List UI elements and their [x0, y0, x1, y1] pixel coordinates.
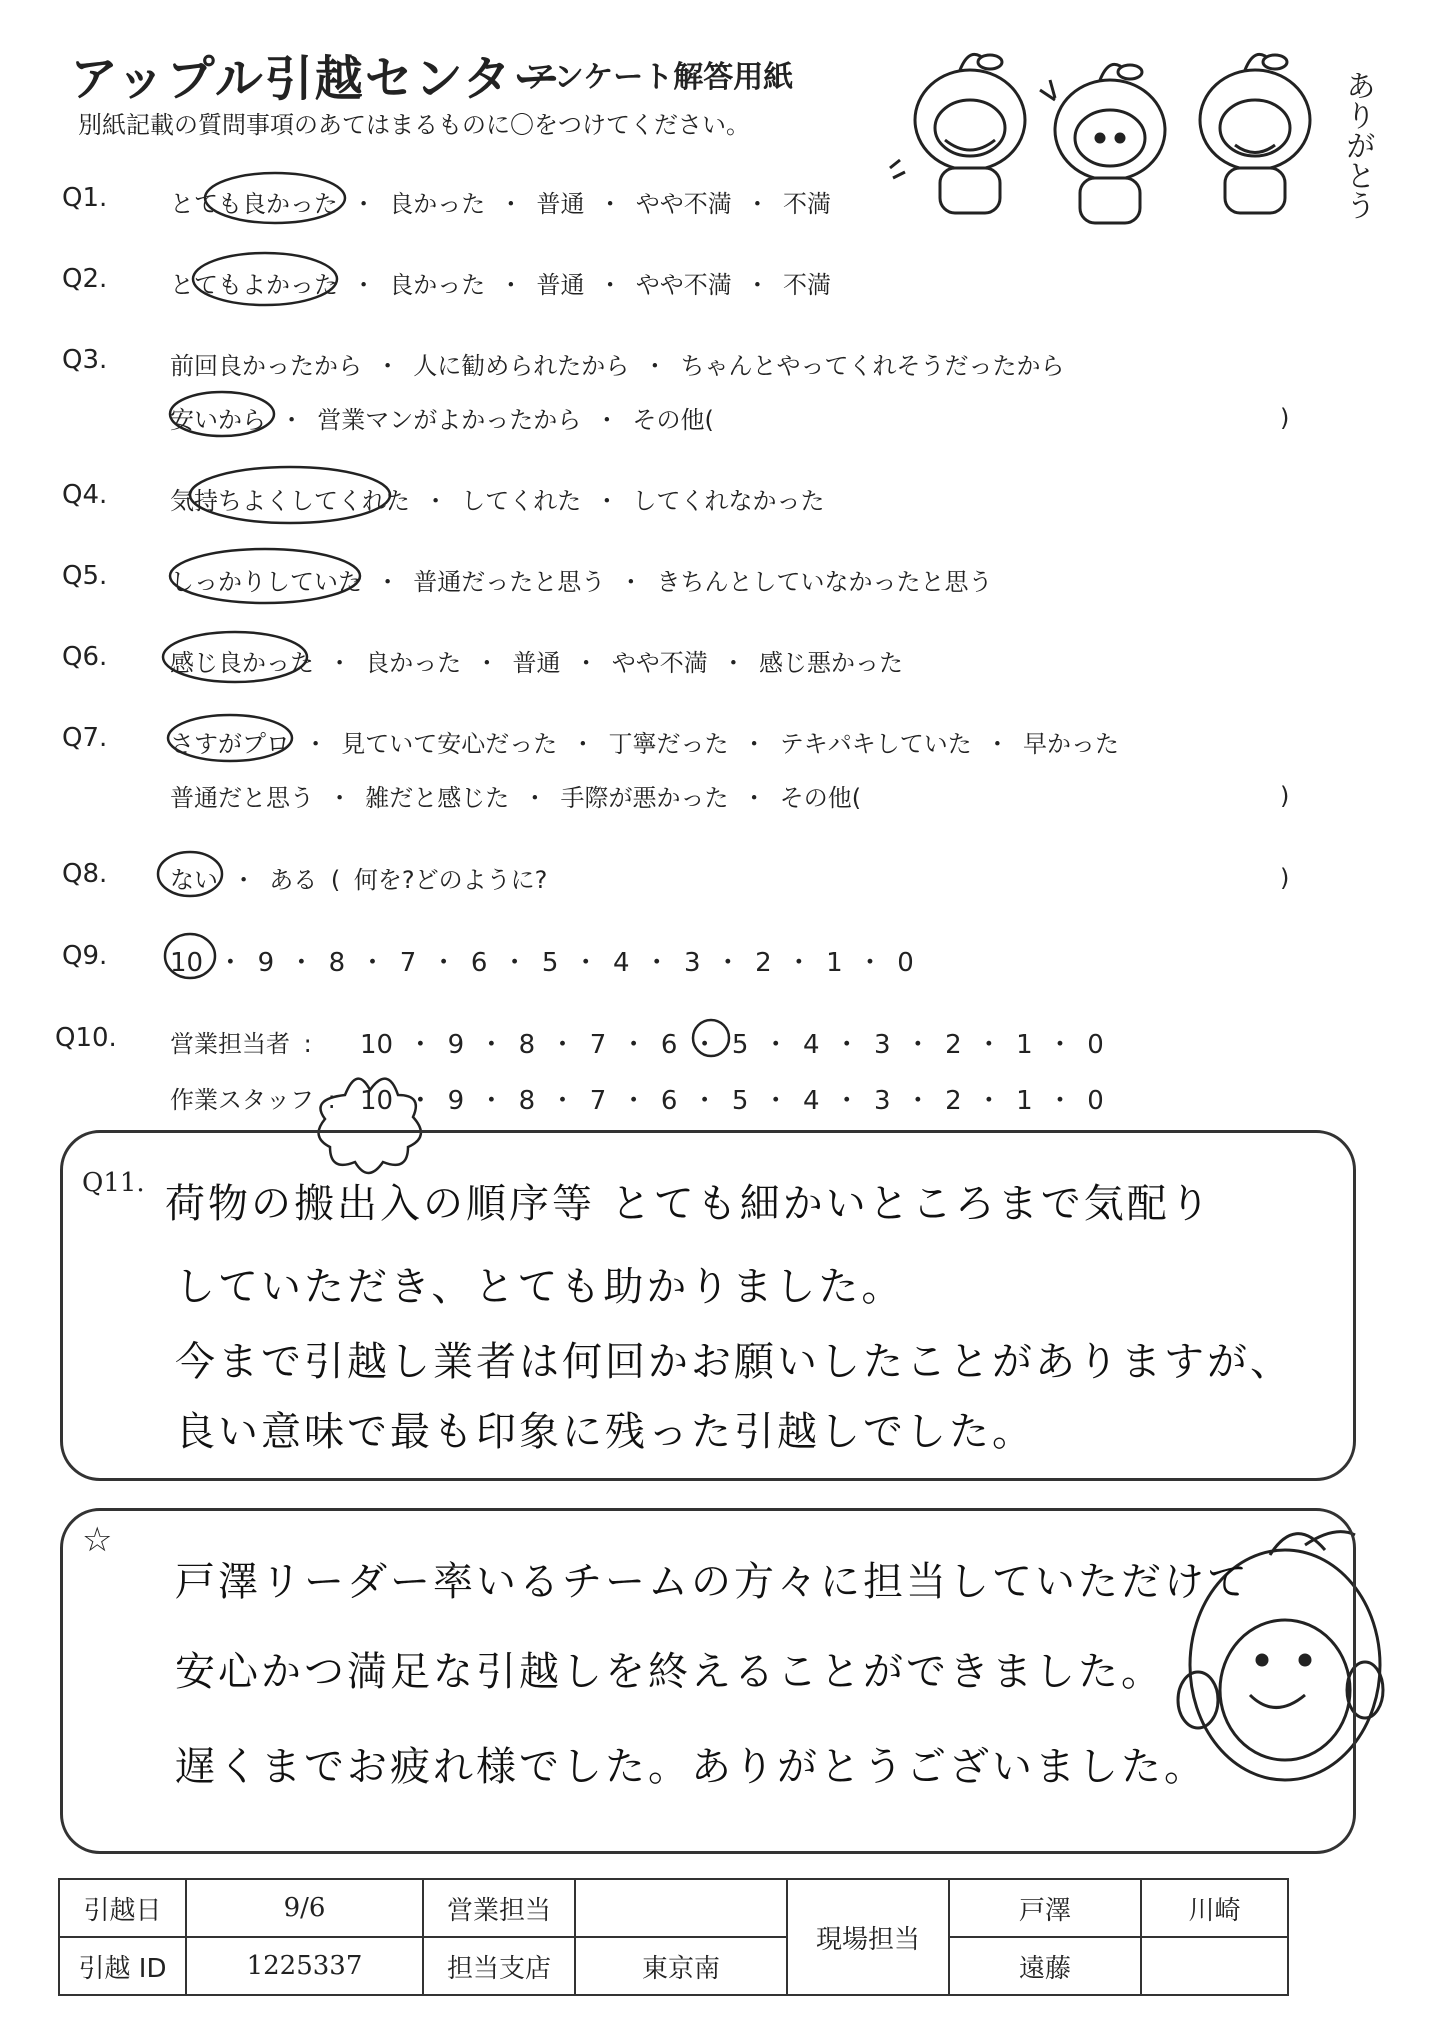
monkey-mascot-icon	[890, 54, 1025, 213]
q4-options: 気持ちよくしてくれた ・ してくれた ・ してくれなかった	[170, 487, 825, 515]
q5-label: Q5.	[62, 561, 108, 591]
q4-label: Q4.	[62, 480, 108, 510]
branch-label: 担当支店	[423, 1937, 575, 1995]
q3-options-line1: 前回良かったから ・ 人に勧められたから ・ ちゃんとやってくれそうだったから	[170, 352, 1065, 380]
site-rep-4	[1141, 1937, 1288, 1995]
q7-close-paren: )	[1280, 782, 1290, 810]
q11-label: Q11.	[82, 1168, 145, 1198]
monkey-mascot-icon	[1040, 64, 1165, 223]
star-icon: ☆	[82, 1520, 113, 1560]
moving-date-value: 9/6	[186, 1879, 423, 1937]
q2-options: とてもよかった ・ 良かった ・ 普通 ・ やや不満 ・ 不満	[170, 271, 832, 299]
site-rep-1: 戸澤	[949, 1879, 1141, 1937]
q10-staff-label: 作業スタッフ :	[170, 1086, 336, 1114]
q3-options-line2: 安いから ・ 営業マンがよかったから ・ その他(	[170, 406, 714, 434]
comment-line-4: 良い意味で最も印象に残った引越しでした。	[175, 1409, 1035, 1455]
q8-label: Q8.	[62, 859, 108, 889]
q7-options-line2: 普通だと思う ・ 雑だと感じた ・ 手際が悪かった ・ その他(	[170, 784, 862, 812]
q10-label: Q10.	[55, 1023, 117, 1053]
site-rep-3: 遠藤	[949, 1937, 1141, 1995]
mascot-caption: ありがとう	[1340, 70, 1375, 220]
branch-value: 東京南	[575, 1937, 787, 1995]
q1-options: とても良かった ・ 良かった ・ 普通 ・ やや不満 ・ 不満	[170, 190, 832, 218]
form-title: アンケート解答用紙	[525, 60, 794, 95]
comment-line-2: していただき、とても助かりました。	[175, 1264, 905, 1310]
moving-id-value: 1225337	[186, 1937, 423, 1995]
company-name: アップル引越センター	[70, 51, 563, 107]
q6-options: 感じ良かった ・ 良かった ・ 普通 ・ やや不満 ・ 感じ悪かった	[170, 649, 904, 677]
q10-sales-scale: 10 ・ 9 ・ 8 ・ 7 ・ 6 ・ 5 ・ 4 ・ 3 ・ 2 ・ 1 ・ 0	[360, 1030, 1104, 1060]
q8-close-paren: )	[1280, 864, 1290, 892]
q9-label: Q9.	[62, 941, 108, 971]
sales-rep-label: 営業担当	[423, 1879, 575, 1937]
q9-scale: 10 ・ 9 ・ 8 ・ 7 ・ 6 ・ 5 ・ 4 ・ 3 ・ 2 ・ 1 ・ 0	[170, 948, 914, 978]
q6-label: Q6.	[62, 642, 108, 672]
star-line-1: 戸澤リーダー率いるチームの方々に担当していただけて	[175, 1559, 1250, 1605]
q7-options-line1: さすがプロ ・ 見ていて安心だった ・ 丁寧だった ・ テキパキしていた ・ 早かった	[170, 730, 1120, 758]
comment-line-3: 今まで引越し業者は何回かお願いしたことがありますが、	[175, 1339, 1293, 1385]
q3-label: Q3.	[62, 345, 108, 375]
site-rep-label: 現場担当	[787, 1879, 949, 1995]
monkey-mascot-icon	[1200, 54, 1310, 213]
q8-options: ない ・ ある ( 何を?どのように?	[170, 866, 548, 894]
comment-line-1: 荷物の搬出入の順序等 とても細かいところまで気配り	[165, 1181, 1213, 1227]
q3-close-paren: )	[1280, 404, 1290, 432]
q10-sales-label: 営業担当者 :	[170, 1030, 312, 1058]
q7-label: Q7.	[62, 723, 108, 753]
q2-label: Q2.	[62, 264, 108, 294]
info-table	[58, 1878, 1289, 1996]
instruction-text: 別紙記載の質問事項のあてはまるものに〇をつけてください。	[78, 111, 750, 139]
moving-date-label: 引越日	[59, 1879, 186, 1937]
moving-id-label: 引越 ID	[59, 1937, 186, 1995]
q1-label: Q1.	[62, 183, 108, 213]
sales-rep-value	[575, 1879, 787, 1937]
q10-staff-scale: 10 ・ 9 ・ 8 ・ 7 ・ 6 ・ 5 ・ 4 ・ 3 ・ 2 ・ 1 ・ 0	[360, 1086, 1104, 1116]
site-rep-2: 川崎	[1141, 1879, 1288, 1937]
star-line-3: 遅くまでお疲れ様でした。ありがとうございました。	[175, 1744, 1207, 1790]
star-line-2: 安心かつ満足な引越しを終えることができました。	[175, 1649, 1164, 1695]
q5-options: しっかりしていた ・ 普通だったと思う ・ きちんとしていなかったと思う	[170, 568, 993, 596]
